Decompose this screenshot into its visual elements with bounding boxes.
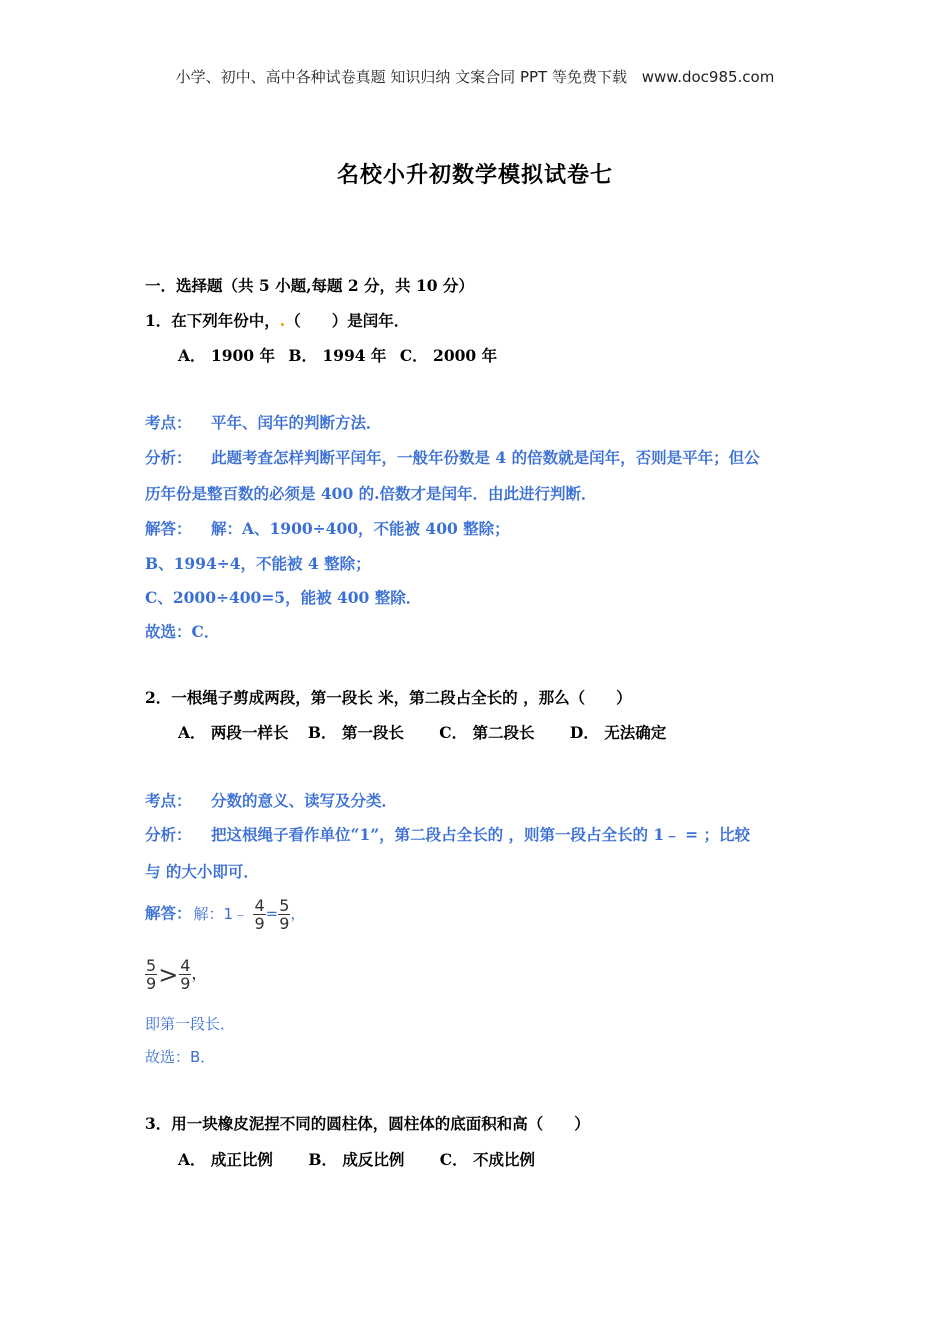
q1-fenxi-1: 分析： 此题考查怎样判断平闰年，一般年份数是 4 的倍数就是闰年，否则是平年；但公 bbox=[145, 448, 760, 467]
q2-fenxi-2: 与 的大小即可． bbox=[145, 862, 259, 881]
fraction-4-9-compare: $\frac{4}{9}$ bbox=[180, 956, 191, 993]
q1-option-b[interactable]: B． 1994 年 bbox=[288, 346, 387, 365]
greater-than-sign: > bbox=[158, 960, 179, 989]
q3-stem: 3．用一块橡皮泥捏不同的圆柱体，圆柱体的底面积和高（ ） bbox=[145, 1114, 590, 1133]
q1-answer: 故选：C． bbox=[145, 622, 220, 641]
q2-option-a[interactable]: A． 两段一样长 bbox=[178, 723, 289, 742]
q3-option-b[interactable]: B． 成反比例 bbox=[308, 1150, 405, 1169]
fraction-5-9-compare: $\frac{5}{9}$ bbox=[146, 956, 157, 993]
q2-options bbox=[178, 721, 666, 743]
q2-option-b[interactable]: B． 第一段长 bbox=[307, 723, 404, 742]
q1-fenxi-2: 历年份是整百数的必须是 400 的.倍数才是闰年．由此进行判断． bbox=[145, 484, 597, 503]
q2-fenxi-1: 分析： 把这根绳子看作单位“1”，第二段占全长的 ，则第一段占全长的 1﹣ = ；比较 bbox=[145, 825, 750, 844]
section-heading: 一．选择题（共 5 小题,每题 2 分，共 10 分） bbox=[145, 276, 474, 295]
q3-option-a[interactable]: A． 成正比例 bbox=[178, 1150, 273, 1169]
q1-stem-dot: . bbox=[279, 311, 286, 330]
page-title: 名校小升初数学模拟试卷七 bbox=[336, 162, 613, 188]
q2-kaodian: 考点： 分数的意义、读写及分类． bbox=[145, 791, 398, 810]
header-url[interactable]: www.doc985.com bbox=[641, 68, 775, 86]
fraction-5-9: $\frac{5}{9}$ bbox=[279, 896, 290, 933]
q1-jieda-1: 解答： 解：A、1900÷400，不能被 400 整除； bbox=[145, 519, 510, 538]
q2-jieda-1: 解答： 解：1﹣ $\frac{4}{9}$ = $\frac{5}{9}$ ， bbox=[145, 896, 306, 933]
q1-option-a[interactable]: A． 1900 年 bbox=[178, 346, 275, 365]
q1-jieda-3: C、2000÷400=5，能被 400 整除． bbox=[145, 588, 422, 607]
header-text: 小学、初中、高中各种试卷真题 知识归纳 文案合同 PPT 等免费下载 bbox=[175, 68, 627, 86]
q2-answer: 故选：B． bbox=[145, 1048, 216, 1066]
q2-option-c[interactable]: C． 第二段长 bbox=[439, 723, 535, 742]
q1-option-c[interactable]: C． 2000 年 bbox=[399, 346, 498, 365]
q1-options bbox=[178, 344, 497, 366]
page-header bbox=[0, 66, 950, 87]
q1-kaodian: 考点： 平年、闰年的判断方法． bbox=[145, 413, 382, 432]
q3-option-c[interactable]: C． 不成比例 bbox=[439, 1150, 535, 1169]
q2-option-d[interactable]: D． 无法确定 bbox=[569, 723, 667, 742]
q1-jieda-2: B、1994÷4，不能被 4 整除； bbox=[145, 554, 371, 573]
q3-options bbox=[178, 1148, 535, 1170]
q2-stem: 2．一根绳子剪成两段，第一段长 米，第二段占全长的 ，那么（ ） bbox=[145, 688, 632, 707]
q2-comparison: $\frac{5}{9}$ > $\frac{4}{9}$ ， bbox=[146, 956, 207, 993]
q1-stem: 1．在下列年份中，.（ ）是闰年． bbox=[145, 311, 410, 330]
q2-conclusion: 即第一段长． bbox=[145, 1015, 236, 1033]
fraction-4-9: $\frac{4}{9}$ bbox=[254, 896, 265, 933]
